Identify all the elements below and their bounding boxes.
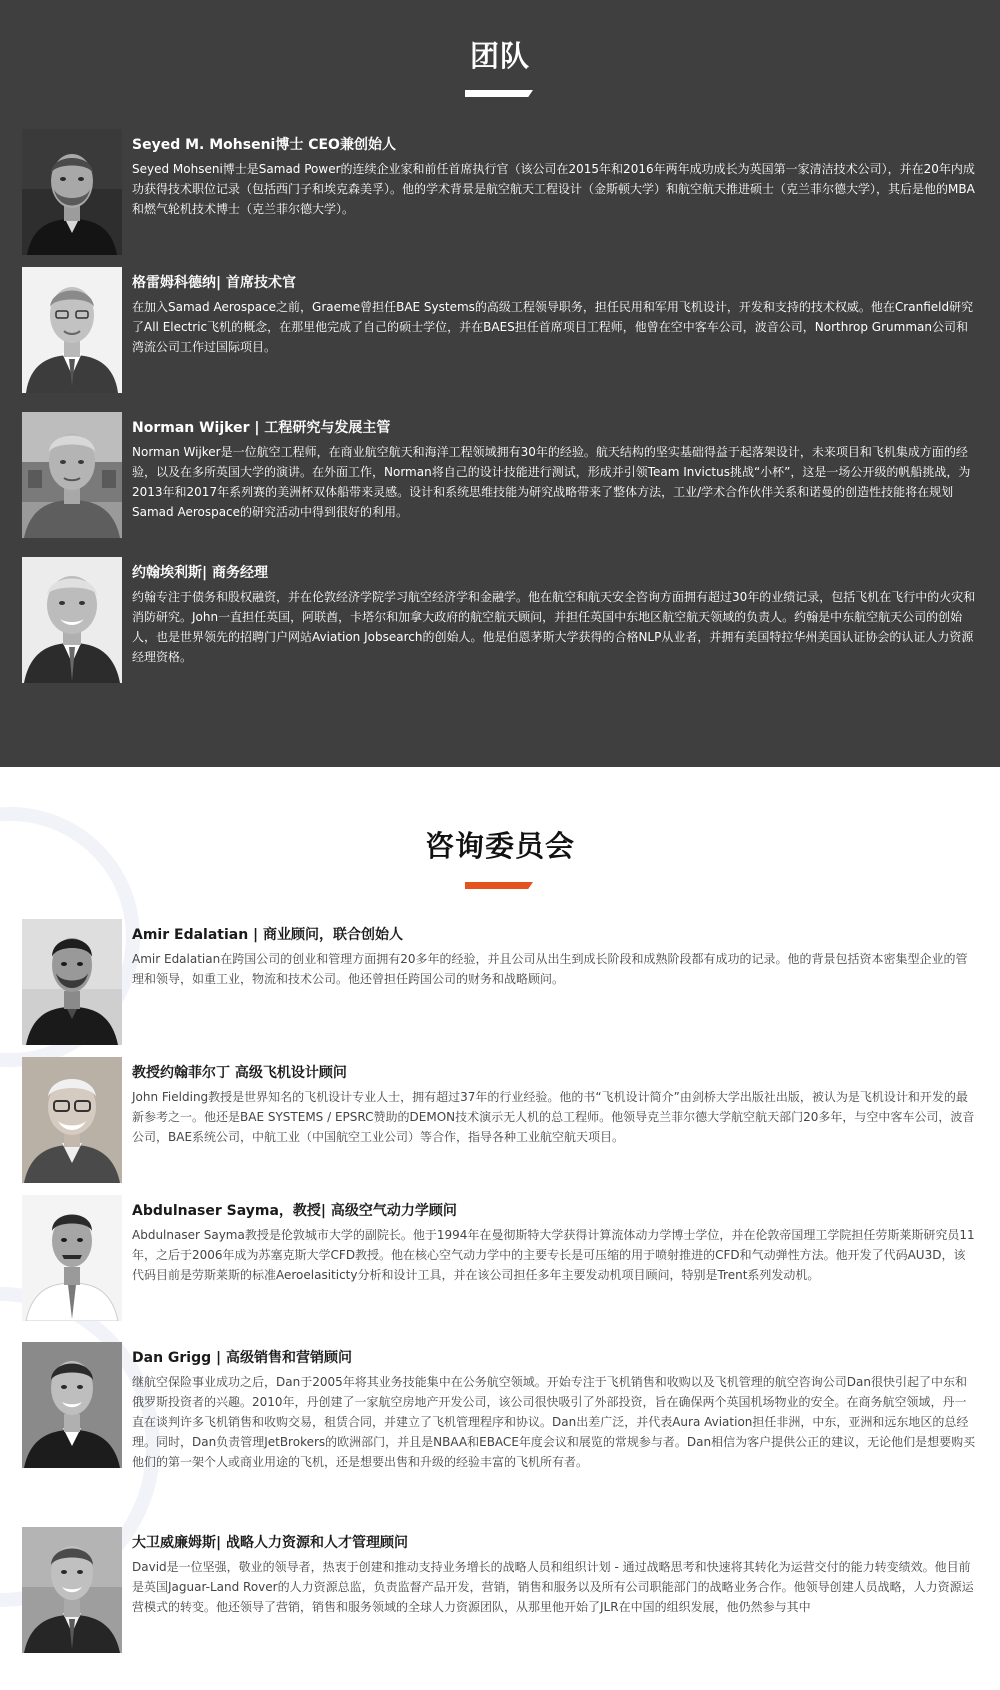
member-bio: Norman Wijker是一位航空工程师，在商业航空航天和海洋工程领域拥有30年的经验。航天结构的坚实基础得益于起落架设计，未来项目和飞机集成方面的经验，以及在多所英国大学的演讲。在外面工作，Norman将自己的设计技能进行测试，形成并引领Team Invictus挑战“小杯”，这是一场公开级的帆船挑战，为2013年和2017年系列赛的美洲杯双体船带来灵感。设计和系统思维技能为研究战略带来了整体方法，工业/学术合作伙伴关系和诺曼的创造性技能将在规划Samad Aerospace的研究活动中得到很好的利用。 <box>132 445 971 519</box>
member-bio: Seyed Mohseni博士是Samad Power的连续企业家和前任首席执行官（该公司在2015年和2016年两年成功成长为英国第一家清洁技术公司），并在20年内成功获得技术职位记录（包括西门子和埃克森美孚）。他的学术背景是航空航天工程设计（金斯顿大学）和航空航天推进硕士（克兰菲尔德大学），其后是他的MBA和燃气轮机技术博士（克兰菲尔德大学）。 <box>132 162 975 216</box>
member-bio: Abdulnaser Sayma教授是伦敦城市大学的副院长。他于1994年在曼彻斯特大学获得计算流体动力学博士学位，并在伦敦帝国理工学院担任劳斯莱斯研究员11年，之后于2006年成为苏塞克斯大学CFD教授。他在核心空气动力学中的主要专长是可压缩的用于喷射推进的CFD和气动弹性方法。他开发了代码AU3D，该代码目前是劳斯莱斯的标准Aeroelasiticty分析和设计工具，并在该公司担任多年主要发动机项目顾问，特别是Trent系列发动机。 <box>132 1228 975 1282</box>
portrait-photo <box>22 412 122 538</box>
portrait-photo <box>22 129 122 255</box>
advisory-title: 咨询委员会 <box>424 829 575 863</box>
member-name: Dan Grigg | 高级销售和营销顾问 <box>132 1350 353 1366</box>
portrait-photo <box>22 267 122 393</box>
member-bio: David是一位坚强，敬业的领导者，热衷于创建和推动支持业务增长的战略人员和组织计划 - 通过战略思考和快速将其转化为运营交付的能力转变绩效。他目前是英国Jaguar-Land Rover的人力资源总监，负责监督产品开发，营销，销售和服务以及所有公司职能部门的战略业务合作。他领导创建人员战略，人力资源运营模式的转变。他还领导了营销，销售和服务领域的全球人力资源团队，从那里他开始了JLR在中国的组织发展，他仍然参与其中 <box>132 1560 974 1614</box>
member-bio: 继航空保险事业成功之后，Dan于2005年将其业务技能集中在公务航空领域。开始专注于飞机销售和收购以及飞机管理的航空咨询公司Dan很快引起了中东和俄罗斯投资者的兴趣。2010年，丹创建了一家航空房地产开发公司，该公司很快吸引了外部投资，旨在确保两个英国机场物业的安全。在商务航空领域，丹一直在谈判许多飞机销售和收购交易，租赁合同，并建立了飞机管理程序和协议。Dan出差广泛，并代表Aura Aviation担任非洲，中东，亚洲和远东地区的总经理。同时，Dan负责管理JetBrokers的欧洲部门，并且是NBAA和EBACE年度会议和展览的常规参与者。Dan相信为客户提供公正的建议，无论他们是想要购买他们的第一架个人或商业用途的飞机，还是想要出售和升级的经验丰富的飞机所有者。 <box>132 1375 976 1469</box>
portrait-photo <box>22 1195 122 1321</box>
portrait-photo <box>22 1527 122 1653</box>
member-name: 约翰埃利斯| 商务经理 <box>132 565 268 581</box>
advisory-section <box>0 767 1000 1690</box>
portrait-photo <box>22 557 122 683</box>
portrait-photo <box>22 1342 122 1468</box>
member-name: Amir Edalatian | 商业顾问，联合创始人 <box>132 927 404 943</box>
member-bio: 约翰专注于债务和股权融资，并在伦敦经济学院学习航空经济学和金融学。他在航空和航天安全咨询方面拥有超过30年的业绩记录，包括飞机在飞行中的火灾和消防研究。John一直担任英国，阿联酋，卡塔尔和加拿大政府的航空航天顾问，并担任英国中东地区航空航天领域的负责人。约翰是中东航空航天公司的创始人，也是世界领先的招聘门户网站Aviation Jobsearch的创始人。他是伯恩茅斯大学获得的合格NLP从业者，并拥有美国特拉华州美国认证协会的认证人力资源经理资格。 <box>132 590 976 664</box>
member-bio: John Fielding教授是世界知名的飞机设计专业人士，拥有超过37年的行业经验。他的书“飞机设计简介”由剑桥大学出版社出版，被认为是飞机设计和开发的最新参考之一。他还是BAE SYSTEMS / EPSRC赞助的DEMON技术演示无人机的总工程师。他领导克兰菲尔德大学航空航天部门20多年，与空中客车公司，波音公司，BAE系统公司，中航工业（中国航空工业公司）等合作，指导各种工业航空航天项目。 <box>132 1090 975 1144</box>
member-name: Abdulnaser Sayma，教授| 高级空气动力学顾问 <box>132 1203 457 1219</box>
advisory-title-underline <box>465 882 533 889</box>
member-bio: 在加入Samad Aerospace之前，Graeme曾担任BAE Systems的高级工程领导职务，担任民用和军用飞机设计，开发和支持的技术权威。他在Cranfield研究了All Electric飞机的概念，在那里他完成了自己的硕士学位，并在BAES担任首席项目工程师，他曾在空中客车公司，波音公司，Northrop Grumman公司和湾流公司工作过国际项目。 <box>132 300 974 354</box>
member-name: 大卫威廉姆斯| 战略人力资源和人才管理顾问 <box>132 1535 408 1551</box>
member-name: 教授约翰菲尔丁 高级飞机设计顾问 <box>132 1065 347 1081</box>
portrait-photo <box>22 919 122 1045</box>
team-title-underline <box>465 90 533 97</box>
member-name: 格雷姆科德纳| 首席技术官 <box>132 275 296 291</box>
member-name: Norman Wijker | 工程研究与发展主管 <box>132 420 391 436</box>
team-title: 团队 <box>469 39 530 73</box>
team-section <box>0 0 1000 767</box>
member-name: Seyed M. Mohseni博士 CEO兼创始人 <box>132 137 396 153</box>
portrait-photo <box>22 1057 122 1183</box>
member-bio: Amir Edalatian在跨国公司的创业和管理方面拥有20多年的经验，并且公司从出生到成长阶段和成熟阶段都有成功的记录。他的背景包括资本密集型企业的管理和领导，如重工业，物流和技术公司。他还曾担任跨国公司的财务和战略顾问。 <box>132 952 968 986</box>
